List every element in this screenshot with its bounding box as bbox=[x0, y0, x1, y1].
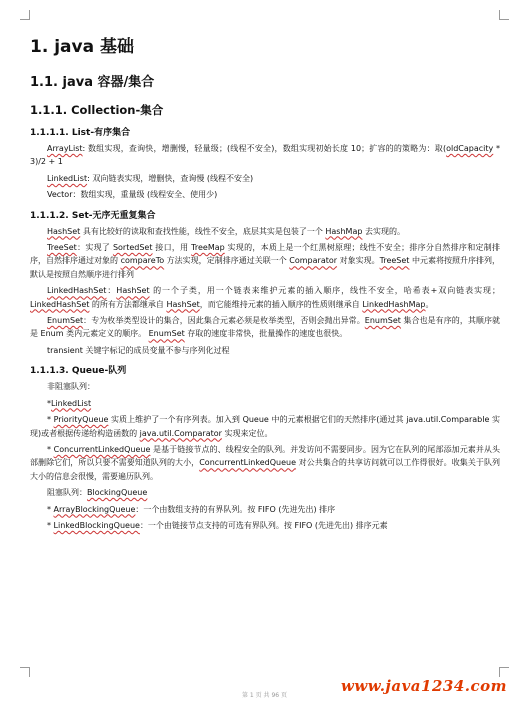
paragraph-enumset: EnumSet：专为枚举类型设计的集合，因此集合元素必须是枚举类型，否则会抛出异常。EnumSet 集合也是有序的，其顺序就是 Enum 类内元素定义的顺序。 EnumSet 存取的速度非常快，批量操作的速度也很快。 bbox=[30, 316, 500, 339]
heading-2: 1.1. java 容器/集合 bbox=[30, 75, 155, 90]
watermark: www.java1234.com bbox=[340, 677, 507, 695]
term-linkedlist: LinkedList bbox=[47, 173, 88, 183]
item-arrayblockingqueue: * ArrayBlockingQueue：一个由数组支持的有界队列。按 FIFO (先进先出) 排序 bbox=[47, 504, 336, 514]
corner-mark-top-left bbox=[20, 10, 30, 20]
paragraph-concurrentlinkedqueue: * ConcurrentLinkedQueue 是基于链接节点的、线程安全的队列。并发访问不需要同步。因为它在队列的尾部添加元素并从头部删除它们，所以只要不需要知道队列的大小，ConcurrentLinkedQueue 对公共集合的共享访问就可以工作得很好。收集关于队列大小的信息会很慢，需要遍历队列。 bbox=[30, 444, 500, 481]
paragraph-vector: Vector：数组实现，重量级 (线程安全、使用少) bbox=[47, 190, 218, 200]
document-body bbox=[30, 32, 500, 535]
heading-3: 1.1.1. Collection-集合 bbox=[30, 103, 164, 117]
paragraph-linkedhashset: LinkedHashSet：HashSet 的一个子类，用一个链表来维护元素的插入顺序，线性不安全，哈希表+双向链表实现；LinkedHashSet 的所有方法都继承自 HashSet，而它能维持元素的插入顺序的性质则继承自 LinkedHashMap。 bbox=[30, 286, 500, 309]
heading-queue: 1.1.1.3. Queue-队列 bbox=[30, 366, 127, 377]
paragraph-treeset: TreeSet：实现了 SortedSet 接口，用 TreeMap 实现的，本质上是一个红黑树原理；线性不安全；排序分自然排序和定制排序，自然排序通过对象的 compareTo 方法实现，定制排序通过关联一个 Comparator 对象实现。TreeSet 中元素将按照升序排列，默认是按照自然顺序进行排列 bbox=[30, 243, 501, 279]
paragraph-arraylist: ArrayList: 数组实现，查询快，增删慢，轻量级；(线程不安全)，数组实现初始长度 10；扩容的的策略为：取(oldCapacity * 3)/2 + 1 bbox=[30, 144, 500, 167]
paragraph-linkedlist: LinkedList: 双向链表实现，增删快，查询慢 (线程不安全) bbox=[47, 173, 254, 183]
label-nonblocking: 非阻塞队列： bbox=[47, 382, 95, 392]
page-footer: 第 1 页 共 96 页 bbox=[242, 692, 287, 699]
corner-mark-bottom-right bbox=[499, 667, 509, 677]
paragraph-priorityqueue: * PriorityQueue 实质上维护了一个有序列表。加入到 Queue 中的元素根据它们的天然排序(通过其 java.util.Comparable 实现)或者根据传递给构造函数的 java.util.Comparator 实现来定位。 bbox=[30, 415, 500, 438]
heading-set: 1.1.1.2. Set-无序无重复集合 bbox=[30, 210, 156, 221]
item-linkedlist: *LinkedList bbox=[47, 398, 92, 408]
item-linkedblockingqueue: * LinkedBlockingQueue：一个由链接节点支持的可选有界队列。按 FIFO (先进先出) 排序元素 bbox=[47, 520, 388, 530]
paragraph-hashset: HashSet 具有比较好的读取和查找性能，线性不安全，底层其实是包装了一个 HashMap 去实现的。 bbox=[47, 226, 405, 236]
paragraph-transient: transient 关键字标记的成员变量不参与序列化过程 bbox=[47, 345, 230, 355]
label-blocking: 阻塞队列：BlockingQueue bbox=[47, 488, 148, 498]
heading-list: 1.1.1.1. List-有序集合 bbox=[30, 128, 131, 138]
corner-mark-top-right bbox=[499, 10, 509, 20]
heading-1: 1. java 基础 bbox=[30, 37, 134, 57]
corner-mark-bottom-left bbox=[20, 667, 30, 677]
term-arraylist: ArrayList bbox=[47, 144, 83, 153]
